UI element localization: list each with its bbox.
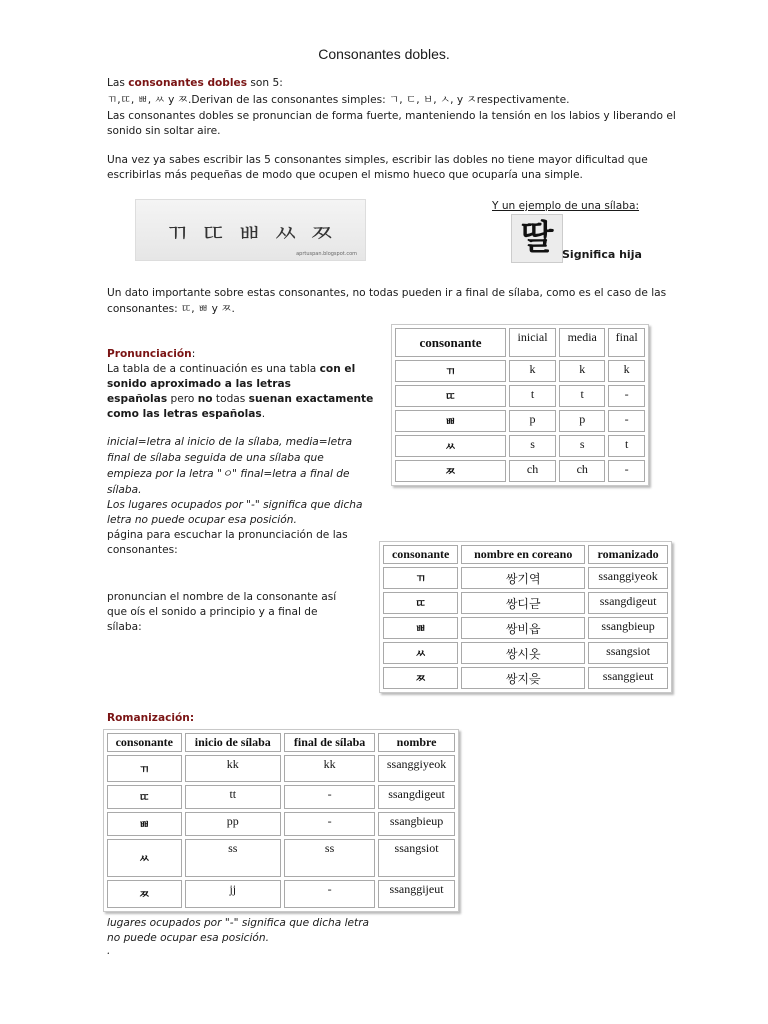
table-cell: ss (185, 839, 282, 877)
table-cell: - (608, 460, 645, 482)
table-row (107, 880, 455, 908)
table-cell: ㅆ (107, 839, 182, 877)
table-cell: ㄲ (383, 567, 458, 589)
romanization-table (103, 729, 459, 912)
table-cell: ssangbieup (588, 617, 668, 639)
table-header-row (395, 328, 645, 357)
pron-italic-6: letra no puede ocupar esa posición. (107, 514, 297, 526)
table-row (107, 785, 455, 809)
table-cell: ㅆ (395, 435, 506, 457)
table-cell: ssanggijeut (378, 880, 455, 908)
text: . (261, 408, 266, 420)
pron-note-2: consonantes: (107, 544, 178, 556)
table-cell: - (284, 785, 375, 809)
example-heading: Y un ejemplo de una sílaba: (492, 200, 640, 212)
table-cell: - (284, 880, 375, 908)
table-row (107, 839, 455, 877)
table-cell: ㄲ (107, 755, 182, 782)
table-cell: ss (284, 839, 375, 877)
header-cell: nombre (378, 733, 455, 752)
table-cell: 쌍지읒 (461, 667, 585, 689)
rom-footnote-1: lugares ocupados por "-" significa que dicha letra (107, 917, 370, 929)
table-cell: p (559, 410, 605, 432)
bold-text: suenan exactamente (248, 393, 374, 405)
table-cell: ㅉ (107, 880, 182, 908)
header-cell: consonante (383, 545, 458, 564)
heading-text: Pronunciación (107, 348, 192, 360)
table-row (395, 360, 645, 382)
table-header-row (107, 733, 455, 752)
intro-text: Las (107, 77, 129, 89)
pron-line-1 (107, 362, 355, 378)
pron-italic-1: inicial=letra al inicio de la sílaba, media=letra (107, 436, 353, 448)
image-chars: ㄲ ㄸ ㅃ ㅆ ㅉ (165, 219, 336, 248)
pron-line-4 (107, 407, 265, 423)
header-cell: final (608, 328, 645, 357)
table-cell: - (608, 410, 645, 432)
pron-line-2: sonido aproximado a las letras (107, 378, 291, 390)
table-row (395, 410, 645, 432)
table-cell: ssangbieup (378, 812, 455, 836)
text: La tabla de a continuación es una tabla (107, 363, 320, 375)
table-cell: p (509, 410, 556, 432)
double-consonants-image (135, 199, 366, 261)
pron-note-3: pronuncian el nombre de la consonante así (107, 591, 337, 603)
consonant-names-table (379, 541, 672, 693)
intro-line-3: Las consonantes dobles se pronuncian de forma fuerte, manteniendo la tensión en los labios y liberando el (107, 110, 676, 122)
pron-italic-5: Los lugares ocupados por "-" significa que dicha (107, 499, 363, 511)
table-cell: kk (185, 755, 282, 782)
bold-text: españolas (107, 393, 168, 405)
pron-note-1: página para escuchar la pronunciación de las (107, 529, 348, 541)
pron-note-4: que oís el sonido a principio y a final de (107, 606, 318, 618)
image-watermark: aprtuspan.blogspot.com (296, 251, 357, 257)
table-cell: tt (185, 785, 282, 809)
pronunciation-table (391, 324, 649, 486)
intro-line-4: sonido sin soltar aire. (107, 125, 221, 137)
table-cell: s (509, 435, 556, 457)
pron-note-5: sílaba: (107, 621, 142, 633)
table-cell: ssangdigeut (588, 592, 668, 614)
table-cell: ㅃ (383, 617, 458, 639)
header-cell: inicio de sílaba (185, 733, 282, 752)
table-cell: t (509, 385, 556, 407)
table-cell: t (608, 435, 645, 457)
dato-line-1: Un dato importante sobre estas consonantes, no todas pueden ir a final de sílaba, como es el caso de las (107, 287, 667, 299)
table-cell: ㅉ (383, 667, 458, 689)
table-cell: ch (559, 460, 605, 482)
table-cell: k (509, 360, 556, 382)
header-cell: nombre en coreano (461, 545, 585, 564)
table-cell: ssanggieut (588, 667, 668, 689)
table-row (107, 755, 455, 782)
table-cell: - (284, 812, 375, 836)
table-cell: ㅉ (395, 460, 506, 482)
table-row (383, 667, 668, 689)
intro-bold: consonantes dobles (128, 77, 248, 89)
pron-italic-3: empieza por la letra "ㅇ" final=letra a final de (107, 468, 350, 480)
pron-italic-4: sílaba. (107, 484, 142, 496)
intro-text: son 5: (247, 77, 283, 89)
table-cell: 쌍비읍 (461, 617, 585, 639)
table-row (383, 567, 668, 589)
bold-text: no (197, 393, 213, 405)
page-title: Consonantes dobles. (318, 46, 450, 62)
pron-italic-2: final de sílaba seguida de una sílaba que (107, 452, 324, 464)
rom-footnote-2: no puede ocupar esa posición. (107, 932, 269, 944)
table-cell: ㅃ (395, 410, 506, 432)
header-cell: romanizado (588, 545, 668, 564)
intro-line-2: ㄲ,ㄸ, ㅃ, ㅆ y ㅉ.Derivan de las consonantes simples: ㄱ, ㄷ, ㅂ, ㅅ, y ㅈrespectivamente. (107, 94, 570, 106)
intro-line-6: escribirlas más pequeñas de modo que ocupen el mismo hueco que ocuparía una simple. (107, 169, 583, 181)
table-cell: 쌍기역 (461, 567, 585, 589)
romanizacion-heading: Romanización: (107, 712, 195, 724)
table-cell: pp (185, 812, 282, 836)
table-cell: - (608, 385, 645, 407)
table-cell: ssanggiyeok (378, 755, 455, 782)
heading-colon: : (191, 348, 196, 360)
example-caption: Significa hija (562, 248, 642, 261)
table-cell: k (559, 360, 605, 382)
table-header-row (383, 545, 668, 564)
table-cell: ㄸ (395, 385, 506, 407)
table-row (395, 435, 645, 457)
table-cell: k (608, 360, 645, 382)
table-row (395, 385, 645, 407)
bold-text: como las letras españolas (107, 408, 262, 420)
table-row (383, 617, 668, 639)
table-cell: kk (284, 755, 375, 782)
header-cell: final de sílaba (284, 733, 375, 752)
table-cell: ssangsiot (588, 642, 668, 664)
table-cell: s (559, 435, 605, 457)
pronunciacion-heading (107, 347, 195, 363)
text: pero (167, 393, 198, 405)
table-cell: t (559, 385, 605, 407)
header-cell: inicial (509, 328, 556, 357)
table-cell: ㅃ (107, 812, 182, 836)
dato-line-2: consonantes: ㄸ, ㅃ y ㅉ. (107, 303, 235, 315)
table-cell: ssangdigeut (378, 785, 455, 809)
table-cell: 쌍시옷 (461, 642, 585, 664)
bold-text: con el (319, 363, 356, 375)
table-row (395, 460, 645, 482)
table-cell: ㄸ (383, 592, 458, 614)
table-row (107, 812, 455, 836)
rom-footnote-3: . (107, 945, 111, 957)
text: todas (212, 393, 249, 405)
table-cell: ssanggiyeok (588, 567, 668, 589)
table-cell: ch (509, 460, 556, 482)
syllable-image: 딸 (511, 214, 563, 263)
header-cell: media (559, 328, 605, 357)
table-cell: 쌍디귿 (461, 592, 585, 614)
table-row (383, 592, 668, 614)
intro-line-1 (107, 76, 283, 92)
table-row (383, 642, 668, 664)
header-cell: consonante (395, 328, 506, 357)
pron-line-3 (107, 392, 373, 408)
header-cell: consonante (107, 733, 182, 752)
table-cell: ㄸ (107, 785, 182, 809)
table-cell: ㅆ (383, 642, 458, 664)
table-cell: ㄲ (395, 360, 506, 382)
intro-line-5: Una vez ya sabes escribir las 5 consonantes simples, escribir las dobles no tiene mayor dificultad que (107, 154, 648, 166)
table-cell: ssangsiot (378, 839, 455, 877)
table-cell: jj (185, 880, 282, 908)
